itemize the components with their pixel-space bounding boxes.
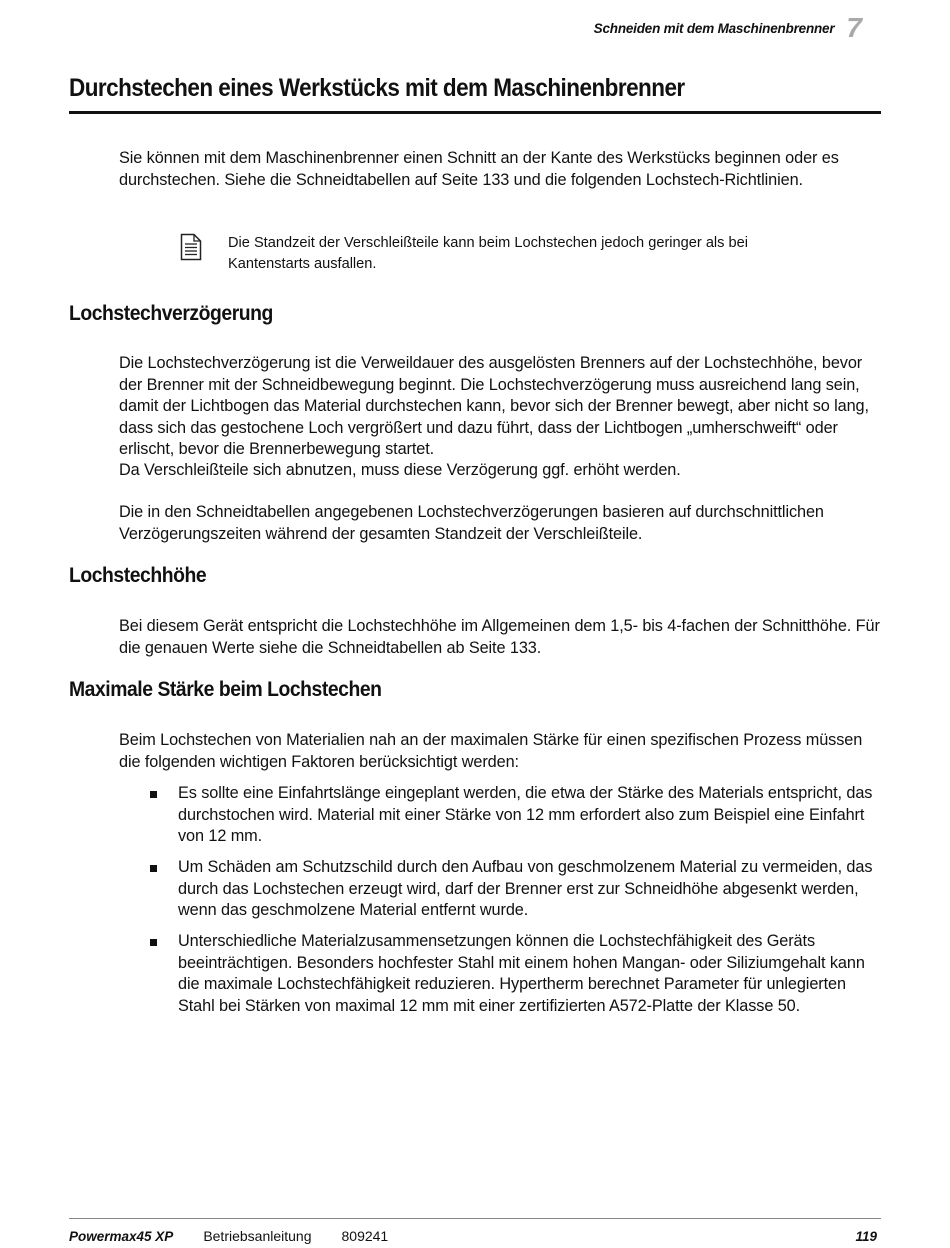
chapter-number: 7	[846, 12, 862, 43]
note-text: Die Standzeit der Verschleißteile kann beim Lochstechen jedoch geringer als bei Kantenstarts ausfallen.	[228, 235, 749, 272]
section-heading-lochstechhoehe: Lochstechhöhe	[69, 563, 207, 587]
list-item-text: Unterschiedliche Materialzusammensetzungen können die Lochstechfähigkeit des Geräts beeinträchtigen. Besonders hochfester Stahl mit einem hohen Mangan- oder Siliziumgehalt kann die maximale Lochstechfähigkeit reduzieren. Hypertherm berechnet Parameter für unlegierten Stahl bei Stärken von maximal 12 mm mit einer zertifizierten A572-Platte der Klasse 50.	[178, 932, 865, 1015]
page-title: Durchstechen eines Werkstücks mit dem Maschinenbrenner	[69, 74, 685, 102]
list-item-text: Es sollte eine Einfahrtslänge eingeplant werden, die etwa der Stärke des Materials entspricht, das durchstochen wird. Material mit einer Stärke von 12 mm erfordert also zum Beispiel eine Einfahrt von 12 mm.	[178, 784, 873, 845]
title-rule	[69, 111, 881, 114]
bullet-square-icon	[150, 791, 157, 798]
body-paragraph: Beim Lochstechen von Materialien nah an der maximalen Stärke für einen spezifischen Prozess müssen die folgenden wichtigen Faktoren berücksichtigt werden:	[119, 731, 863, 771]
page-number: 119	[855, 1228, 877, 1244]
body-paragraph: Da Verschleißteile sich abnutzen, muss diese Verzögerung ggf. erhöht werden.	[119, 461, 681, 479]
list-item	[119, 931, 884, 1017]
footer-document-type: Betriebsanleitung	[203, 1228, 312, 1244]
footer-rule	[69, 1218, 881, 1219]
section-heading-lochstechverzoegerung: Lochstechverzögerung	[69, 301, 273, 325]
page-footer	[69, 1226, 881, 1246]
running-title: Schneiden mit dem Maschinenbrenner	[593, 20, 835, 36]
list-item	[119, 857, 884, 922]
list-item	[119, 783, 884, 848]
footer-product: Powermax45 XP	[69, 1228, 174, 1244]
body-paragraph: Bei diesem Gerät entspricht die Lochstechhöhe im Allgemeinen dem 1,5- bis 4-fachen der Schnitthöhe. Für die genauen Werte siehe die Schneidtabellen ab Seite 133.	[119, 617, 880, 657]
body-paragraph: Die Lochstechverzögerung ist die Verweildauer des ausgelösten Brenners auf der Lochstechhöhe, bevor der Brenner mit der Schneidbewegung beginnt. Die Lochstechverzögerung muss ausreichend lang sein, damit der Lichtbogen das Material durchstechen kann, bevor sich der Brenner bewegt, aber nicht so lang, dass sich das gestochene Loch vergrößert und dazu führt, dass der Lichtbogen „umherschweift“ oder erlischt, bevor die Brennerbewegung startet.	[119, 354, 869, 458]
list-item-text: Um Schäden am Schutzschild durch den Aufbau von geschmolzenem Material zu vermeiden, das durch das Lochstechen erzeugt wird, darf der Brenner erst zur Schneidhöhe abgesenkt werden, wenn das geschmolzene Material entfernt wurde.	[178, 858, 873, 919]
body-paragraph: Die in den Schneidtabellen angegebenen Lochstechverzögerungen basieren auf durchschnittlichen Verzögerungszeiten während der gesamten Standzeit der Verschleißteile.	[119, 503, 824, 543]
bullet-square-icon	[150, 939, 157, 946]
intro-paragraph: Sie können mit dem Maschinenbrenner einen Schnitt an der Kante des Werkstücks beginnen oder es durchstechen. Siehe die Schneidtabellen auf Seite 133 und die folgenden Lochstech-Richtlinien.	[119, 149, 839, 189]
factor-list	[119, 783, 884, 1027]
section-heading-maximale-staerke: Maximale Stärke beim Lochstechen	[69, 677, 382, 701]
note-document-icon	[180, 233, 202, 261]
running-header	[594, 14, 862, 42]
footer-part-number: 809241	[341, 1228, 389, 1244]
bullet-square-icon	[150, 865, 157, 872]
